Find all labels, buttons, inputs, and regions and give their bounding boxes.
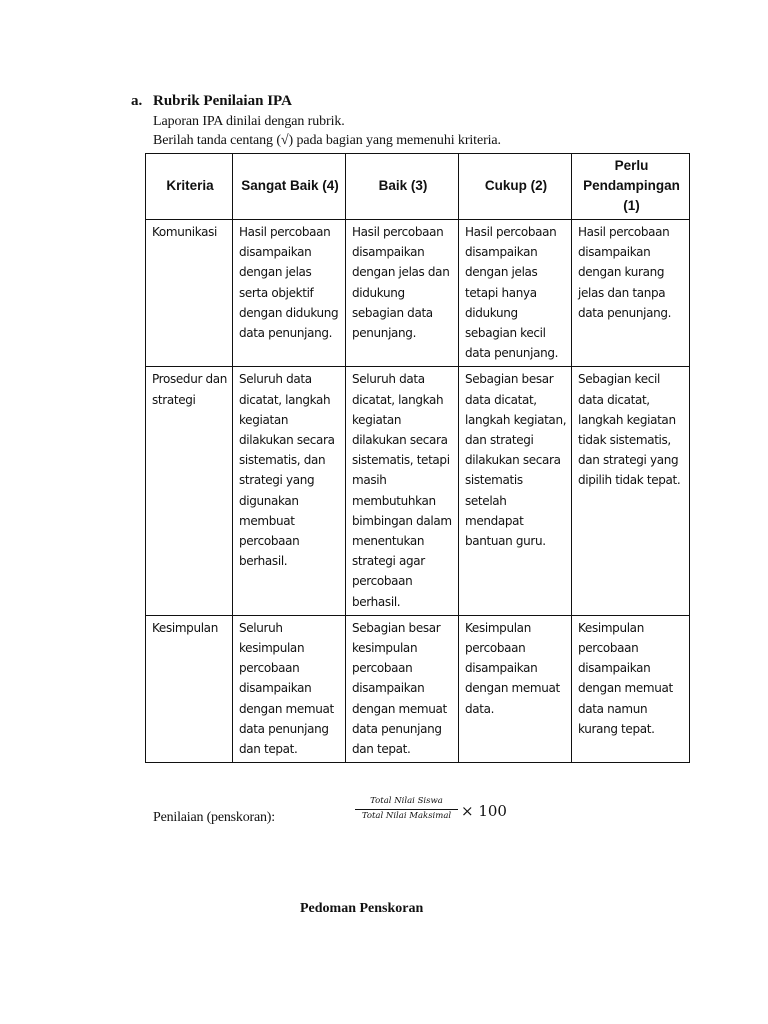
table-cell: Kesimpulan percobaan disampaikan dengan memuat data namun kurang tepat.	[572, 615, 690, 762]
scoring-formula	[355, 796, 507, 832]
table-row	[146, 615, 690, 762]
table-cell: Sebagian kecil data dicatat, langkah kegiatan tidak sistematis, dan strategi yang dipilih tidak tepat.	[572, 367, 690, 615]
formula-multiplier: × 100	[461, 802, 507, 820]
scoring-label: Penilaian (penskoran):	[153, 810, 275, 825]
table-cell: Seluruh data dicatat, langkah kegiatan dilakukan secara sistematis, tetapi masih membutuhkan bimbingan dalam menentukan strategi agar percobaan berhasil.	[346, 367, 459, 615]
header-cukup: Cukup (2)	[459, 154, 572, 220]
guide-title: Pedoman Penskoran	[300, 901, 424, 916]
header-sangat-baik: Sangat Baik (4)	[233, 154, 346, 220]
table-cell: Seluruh kesimpulan percobaan disampaikan dengan memuat data penunjang dan tepat.	[233, 615, 346, 762]
formula-fraction	[355, 796, 458, 822]
table-header-row	[146, 154, 690, 220]
header-baik: Baik (3)	[346, 154, 459, 220]
table-row	[146, 220, 690, 367]
table-cell: Seluruh data dicatat, langkah kegiatan dilakukan secara sistematis, dan strategi yang digunakan membuat percobaan berhasil.	[233, 367, 346, 615]
section-title: Rubrik Penilaian IPA	[153, 93, 292, 109]
table-cell: Kesimpulan percobaan disampaikan dengan memuat data.	[459, 615, 572, 762]
table-cell: Hasil percobaan disampaikan dengan jelas dan didukung sebagian data penunjang.	[346, 220, 459, 367]
fraction-bar	[355, 809, 458, 810]
header-kriteria: Kriteria	[146, 154, 233, 220]
intro-line-2: Berilah tanda centang (√) pada bagian yang memenuhi kriteria.	[153, 133, 501, 148]
table-cell: Hasil percobaan disampaikan dengan jelas serta objektif dengan didukung data penunjang.	[233, 220, 346, 367]
table-cell: Hasil percobaan disampaikan dengan jelas tetapi hanya didukung sebagian kecil data penunjang.	[459, 220, 572, 367]
criteria-cell: Kesimpulan	[146, 615, 233, 762]
table-cell: Sebagian besar data dicatat, langkah kegiatan, dan strategi dilakukan secara sistematis setelah mendapat bantuan guru.	[459, 367, 572, 615]
section-heading	[131, 93, 292, 110]
table-cell: Hasil percobaan disampaikan dengan kurang jelas dan tanpa data penunjang.	[572, 220, 690, 367]
rubric-table	[145, 153, 690, 763]
formula-denominator: Total Nilai Maksimal	[361, 811, 452, 821]
section-letter: a.	[131, 93, 143, 109]
table-row	[146, 367, 690, 615]
header-perlu-pendampingan: Perlu Pendampingan (1)	[572, 154, 690, 220]
criteria-cell: Komunikasi	[146, 220, 233, 367]
table-cell: Sebagian besar kesimpulan percobaan disampaikan dengan memuat data penunjang dan tepat.	[346, 615, 459, 762]
formula-numerator: Total Nilai Siswa	[370, 796, 443, 806]
intro-line-1: Laporan IPA dinilai dengan rubrik.	[153, 114, 345, 129]
criteria-cell: Prosedur dan strategi	[146, 367, 233, 615]
